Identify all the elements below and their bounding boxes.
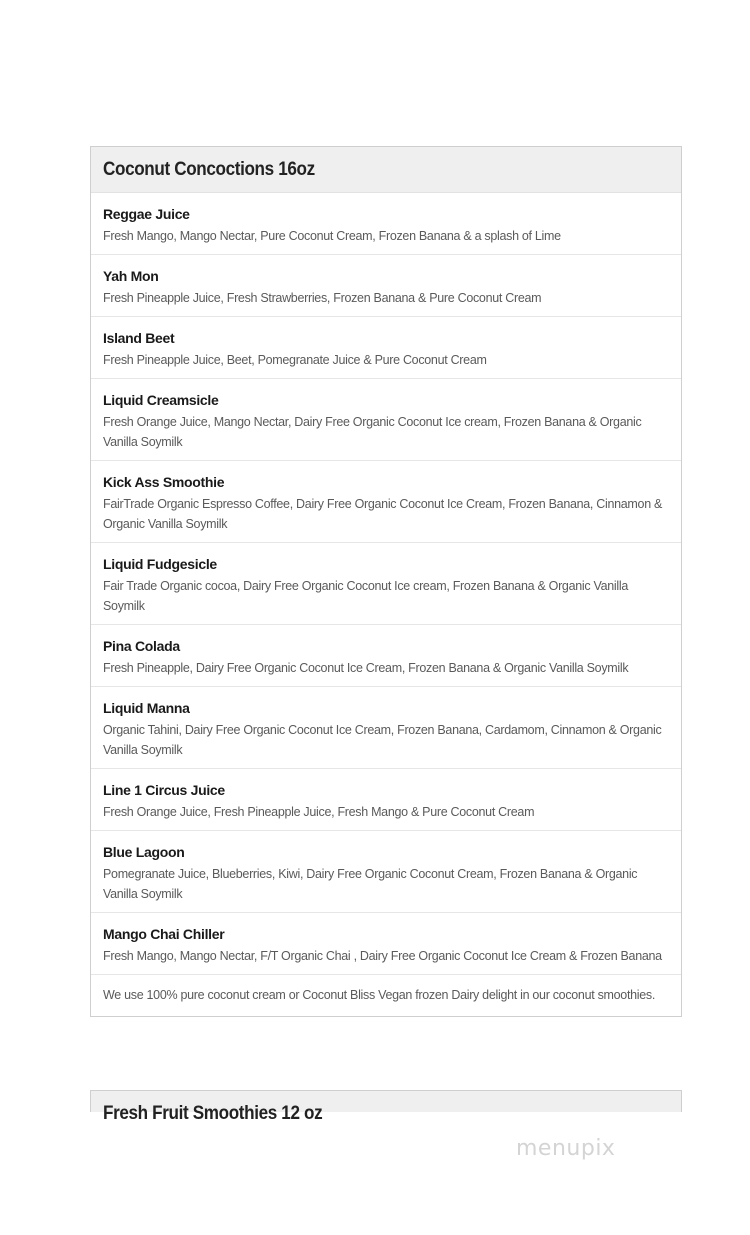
menu-item <box>91 769 681 831</box>
item-name: Island Beet <box>103 330 175 346</box>
item-description: Fresh Pineapple Juice, Beet, Pomegranate Juice & Pure Coconut Cream <box>103 353 487 367</box>
item-description: Fresh Orange Juice, Fresh Pineapple Juice, Fresh Mango & Pure Coconut Cream <box>103 805 535 819</box>
menu-item <box>91 193 681 255</box>
menu-item <box>91 687 681 769</box>
item-description: Fresh Mango, Mango Nectar, F/T Organic Chai , Dairy Free Organic Coconut Ice Cream & Frozen Banana <box>103 949 662 963</box>
menu-item <box>91 913 681 975</box>
menu-item <box>91 461 681 543</box>
menu-item <box>91 255 681 317</box>
item-name: Yah Mon <box>103 268 159 284</box>
item-name: Liquid Fudgesicle <box>103 556 217 572</box>
menu-item <box>91 317 681 379</box>
menu-item <box>91 625 681 687</box>
item-description: Fair Trade Organic cocoa, Dairy Free Organic Coconut Ice cream, Frozen Banana & Organic Vanilla Soymilk <box>103 579 628 613</box>
menu-section-coconut-concoctions <box>90 146 682 1017</box>
item-name: Liquid Creamsicle <box>103 392 219 408</box>
item-description: Fresh Pineapple Juice, Fresh Strawberries, Frozen Banana & Pure Coconut Cream <box>103 291 542 305</box>
menu-item <box>91 379 681 461</box>
item-description: Fresh Orange Juice, Mango Nectar, Dairy Free Organic Coconut Ice cream, Frozen Banana & Organic Vanilla Soymilk <box>103 415 642 449</box>
section-title: Coconut Concoctions 16oz <box>103 158 315 180</box>
watermark-logo: menupix <box>516 1136 616 1161</box>
menu-item <box>91 831 681 913</box>
item-name: Liquid Manna <box>103 700 190 716</box>
menu-section-fresh-fruit-smoothies <box>90 1090 682 1124</box>
item-name: Line 1 Circus Juice <box>103 782 225 798</box>
item-name: Pina Colada <box>103 638 180 654</box>
item-name: Blue Lagoon <box>103 844 185 860</box>
item-name: Kick Ass Smoothie <box>103 474 225 490</box>
section-footnote: We use 100% pure coconut cream or Coconut Bliss Vegan frozen Dairy delight in our coconut smoothies. <box>103 988 656 1002</box>
item-description: Fresh Mango, Mango Nectar, Pure Coconut Cream, Frozen Banana & a splash of Lime <box>103 229 561 243</box>
item-description: FairTrade Organic Espresso Coffee, Dairy Free Organic Coconut Ice Cream, Frozen Banana, Cinnamon & Organic Vanilla Soymilk <box>103 497 663 531</box>
item-name: Reggae Juice <box>103 206 190 222</box>
section-header <box>91 147 681 193</box>
item-description: Fresh Pineapple, Dairy Free Organic Coconut Ice Cream, Frozen Banana & Organic Vanilla Soymilk <box>103 661 629 675</box>
item-description: Pomegranate Juice, Blueberries, Kiwi, Dairy Free Organic Coconut Cream, Frozen Banana & Organic Vanilla Soymilk <box>103 867 638 901</box>
item-description: Organic Tahini, Dairy Free Organic Coconut Ice Cream, Frozen Banana, Cardamom, Cinnamon & Organic Vanilla Soymilk <box>103 723 662 757</box>
item-name: Mango Chai Chiller <box>103 926 225 942</box>
menu-item <box>91 543 681 625</box>
next-section-title: Fresh Fruit Smoothies 12 oz <box>103 1103 323 1124</box>
